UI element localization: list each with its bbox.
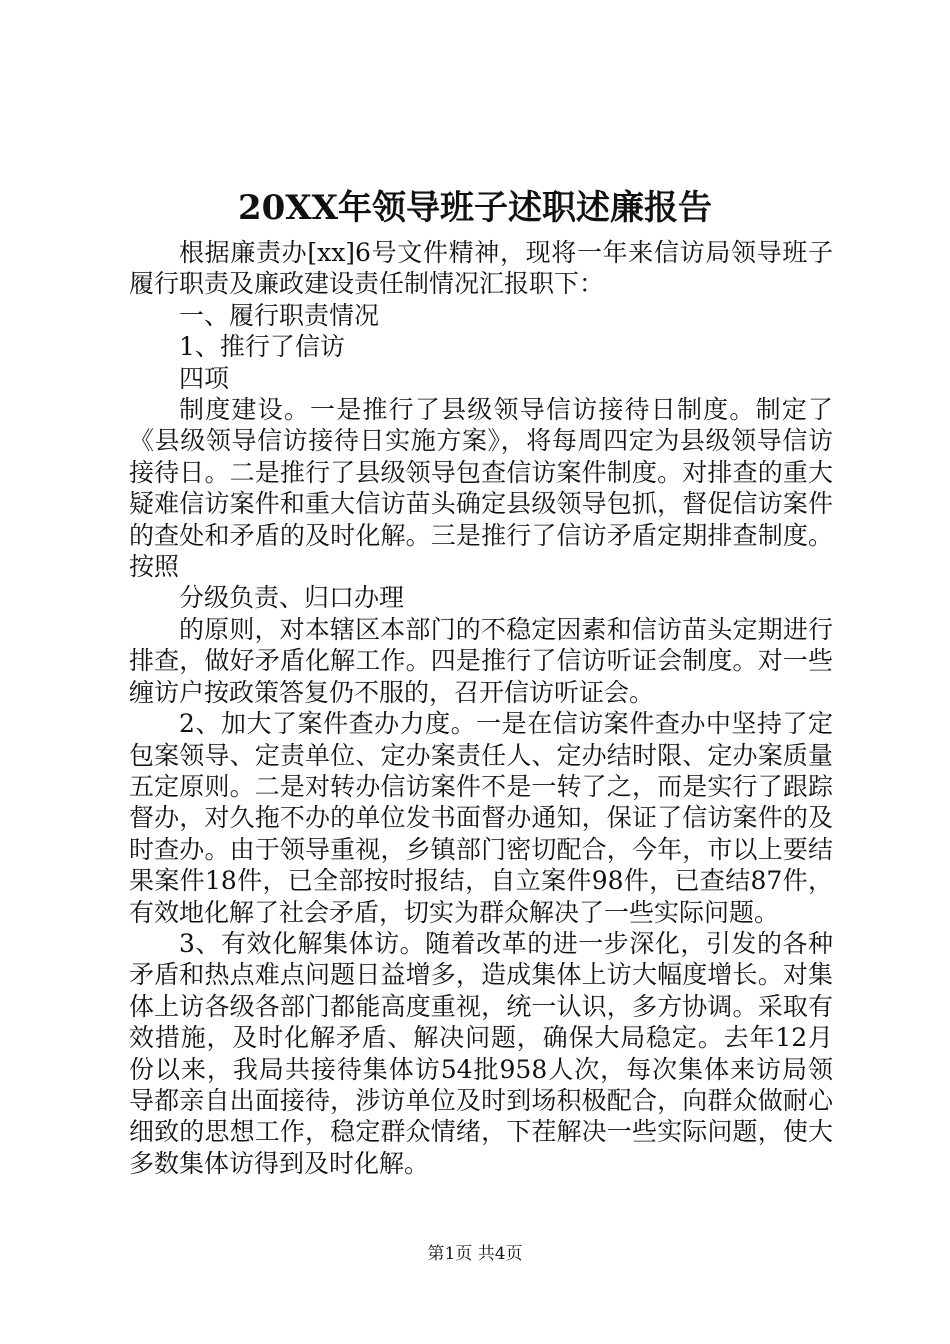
- paragraph-item-1-heading: 1、推行了信访: [179, 332, 345, 362]
- paragraph-item-1-continued: 的原则，对本辖区本部门的不稳定因素和信访苗头定期进行排查，做好矛盾化解工作。四是推行了信访听证会制度。对一些缠访户按政策答复仍不服的，召开信访听证会。: [129, 614, 833, 707]
- paragraph-item-1-principle: 分级负责、归口办理: [179, 583, 405, 613]
- paragraph-item-1-subheading: 四项: [179, 363, 230, 393]
- paragraph-intro: 根据廉责办[xx]6号文件精神，现将一年来信访局领导班子履行职责及廉政建设责任制情况汇报职下：: [129, 238, 833, 299]
- section-heading-duties: 一、履行职责情况: [179, 300, 380, 330]
- page-number: 第1页 共4页: [427, 1244, 523, 1264]
- document-title: 20XX年领导班子述职述廉报告: [237, 188, 713, 228]
- document-body: [129, 237, 833, 1179]
- paragraph-item-3: 3、有效化解集体访。随着改革的进一步深化，引发的各种矛盾和热点难点问题日益增多，造成集体上访大幅度增长。对集体上访各级各部门都能高度重视，统一认识，多方协调。采取有效措施，及时化解矛盾、解决问题，确保大局稳定。去年12月份以来，我局共接待集体访54批958人次，每次集体来访局领导都亲自出面接待，涉访单位及时到场积极配合，向群众做耐心细致的思想工作，稳定群众情绪，下茬解决一些实际问题，使大多数集体访得到及时化解。: [129, 928, 833, 1178]
- paragraph-item-1-body: 制度建设。一是推行了县级领导信访接待日制度。制定了《县级领导信访接待日实施方案》，将每周四定为县级领导信访接待日。二是推行了县级领导包查信访案件制度。对排查的重大疑难信访案件和重大信访苗头确定县级领导包抓，督促信访案件的查处和矛盾的及时化解。三是推行了信访矛盾定期排查制度。按照: [129, 395, 833, 582]
- paragraph-item-2: 2、加大了案件查办力度。一是在信访案件查办中坚持了定包案领导、定责单位、定办案责任人、定办结时限、定办案质量五定原则。二是对转办信访案件不是一转了之，而是实行了跟踪督办，对久拖不办的单位发书面督办通知，保证了信访案件的及时查办。由于领导重视，乡镇部门密切配合，今年，市以上要结果案件18件，已全部按时报结，自立案件98件，已查结87件，有效地化解了社会矛盾，切实为群众解决了一些实际问题。: [129, 709, 833, 927]
